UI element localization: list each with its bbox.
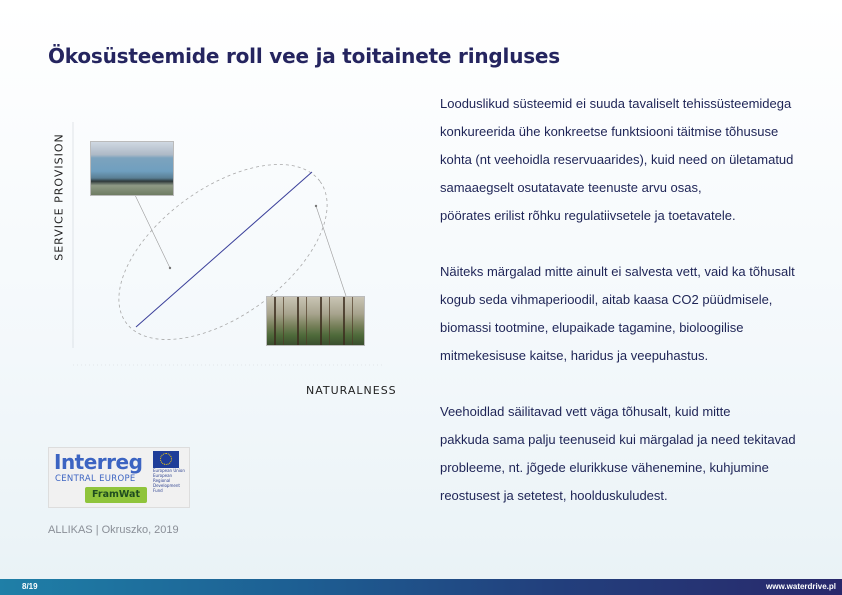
- y-axis-label: SERVICE PROVISION: [52, 133, 66, 261]
- page-title: Ökosüsteemide roll vee ja toitainete ringluses: [48, 44, 561, 68]
- x-axis-label: NATURALNESS: [306, 384, 397, 397]
- wetland-photo: [266, 296, 365, 346]
- website-link[interactable]: www.waterdrive.pl: [766, 582, 836, 591]
- text-line: samaaegselt osutatavate teenuste arvu osas,: [440, 180, 702, 195]
- text-line: konkureerida ühe konkreetse funktsiooni täitmise tõhususe: [440, 124, 779, 139]
- page-number: 8/19: [22, 582, 38, 591]
- footer-bar: [0, 579, 842, 595]
- interreg-logo: [48, 447, 190, 508]
- text-line: Veehoidlad säilitavad vett väga tõhusalt, kuid mitte: [440, 404, 731, 419]
- paragraph-reservoirs: [440, 398, 835, 510]
- text-line: probleeme, nt. jõgede elurikkuse vähenemine, kuhjumine: [440, 460, 769, 475]
- text-line: pakkuda sama palju teenuseid kui märgalad ja need tekitavad: [440, 432, 796, 447]
- text-line: Looduslikud süsteemid ei suuda tavaliselt tehissüsteemidega: [440, 96, 792, 111]
- paragraph-natural-systems: [440, 90, 835, 230]
- reservoir-pointer: [135, 195, 170, 268]
- text-line: reostusest ja setetest, hoolduskuludest.: [440, 488, 668, 503]
- logo-wordmark: Interreg: [54, 450, 143, 474]
- text-line: kogub seda vihmaperioodil, aitab kaasa CO2 püüdmisele,: [440, 292, 773, 307]
- reservoir-dot: [169, 267, 171, 269]
- logo-subtitle: CENTRAL EUROPE: [55, 474, 136, 484]
- eu-flag-icon: [153, 451, 179, 468]
- text-line: mitmekesisuse kaitse, haridus ja veepuhastus.: [440, 348, 709, 363]
- text-line: pöörates erilist rõhku regulatiivsetele ja toetavatele.: [440, 208, 736, 223]
- framwat-badge: FramWat: [85, 487, 147, 503]
- wetland-pointer: [316, 206, 346, 296]
- text-line: kohta (nt veehoidla reservuaarides), kuid need on ületamatud: [440, 152, 794, 167]
- wetland-dot: [315, 205, 317, 207]
- text-line: Näiteks märgalad mitte ainult ei salvesta vett, vaid ka tõhusalt: [440, 264, 795, 279]
- body-text: [440, 90, 835, 510]
- eu-fund-text: European Union European Regional Development Fund: [153, 468, 185, 493]
- source-citation: ALLIKAS | Okruszko, 2019: [48, 524, 179, 536]
- reservoir-photo: [90, 141, 174, 196]
- paragraph-wetlands: [440, 258, 835, 370]
- text-line: biomassi tootmine, elupaikade tagamine, bioloogilise: [440, 320, 744, 335]
